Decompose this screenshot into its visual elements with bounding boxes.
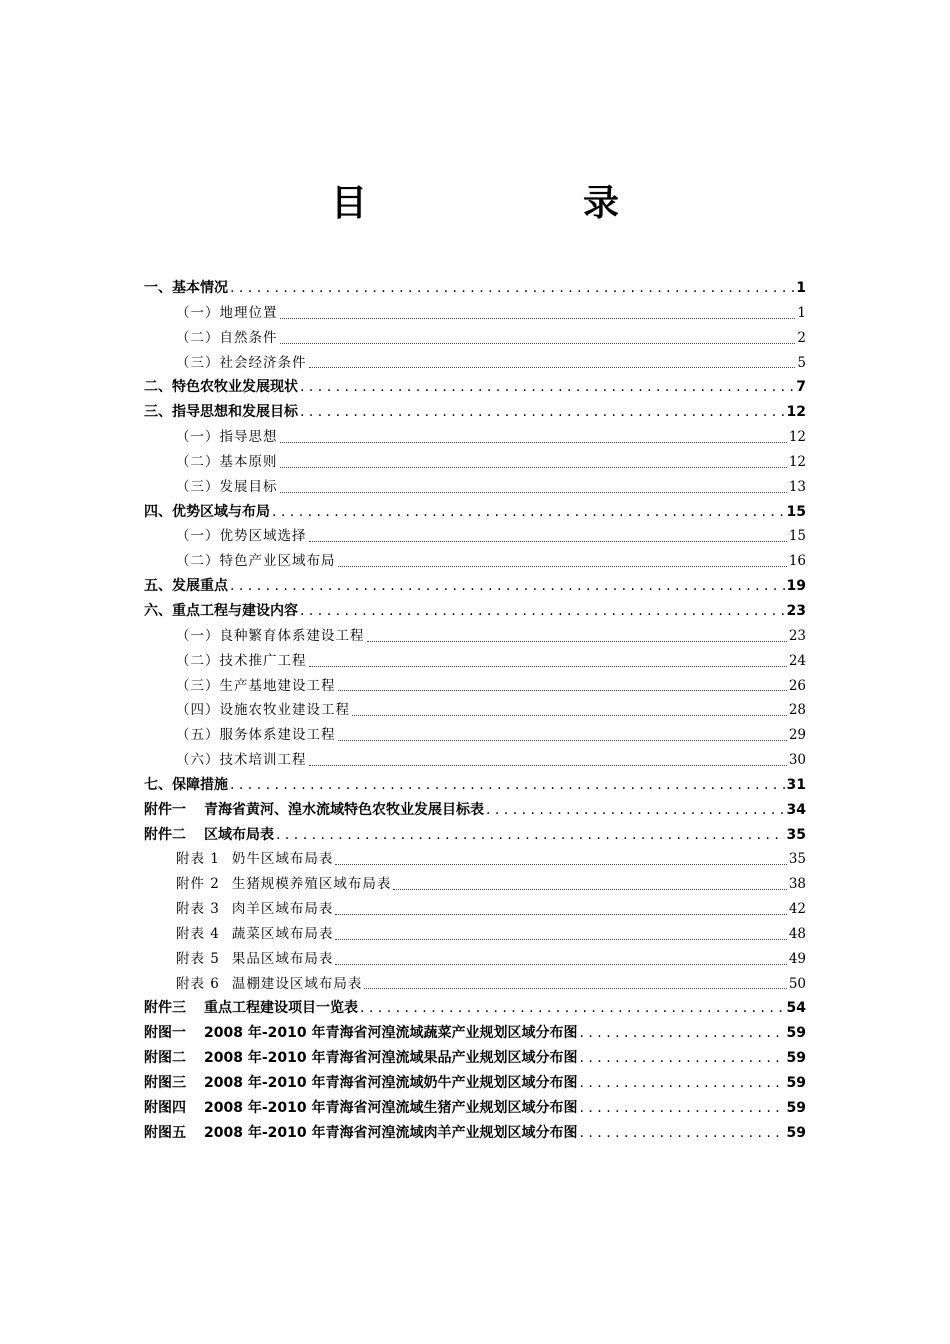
toc-page-number: 34	[786, 801, 806, 818]
toc-entry-title: 三、指导思想和发展目标	[144, 404, 298, 421]
dot-leader	[364, 987, 786, 989]
toc-page-number: 26	[788, 677, 806, 694]
dot-leader	[352, 714, 787, 716]
toc-page-number: 49	[788, 950, 806, 967]
toc-entry-number: 附表 1	[176, 851, 220, 868]
dot-leader	[280, 466, 787, 468]
toc-entry-title: 重点工程建设项目一览表	[204, 1000, 358, 1017]
toc-entry-title: 肉羊区域布局表	[231, 901, 334, 918]
toc-entry-number: 附表 6	[176, 975, 220, 992]
toc-subentry[interactable]	[144, 301, 806, 326]
toc-entry-title: 二、特色农牧业发展现状	[144, 379, 298, 396]
toc-subentry[interactable]	[144, 922, 806, 947]
toc-entry[interactable]	[144, 1046, 806, 1071]
toc-subentry[interactable]	[144, 326, 806, 351]
dot-leader	[580, 1021, 785, 1046]
dot-leader	[230, 276, 794, 301]
toc-page-number: 29	[788, 727, 806, 744]
table-of-contents	[144, 276, 806, 1146]
page-title: 目 录	[330, 183, 667, 224]
dot-leader	[580, 1096, 785, 1121]
dot-leader	[300, 400, 785, 425]
dot-leader	[393, 888, 786, 890]
dot-leader	[309, 540, 787, 542]
toc-page-number: 59	[786, 1124, 806, 1141]
toc-page-number: 50	[788, 975, 806, 992]
toc-entry-number: 附图五	[144, 1124, 186, 1141]
dot-leader	[280, 317, 796, 319]
toc-entry[interactable]	[144, 1096, 806, 1121]
toc-subentry[interactable]	[144, 748, 806, 773]
toc-entry[interactable]	[144, 276, 806, 301]
toc-page-number: 24	[788, 652, 806, 669]
toc-entry-title: （三）发展目标	[176, 478, 278, 495]
toc-entry-title: （二）基本原则	[176, 453, 278, 470]
dot-leader	[335, 863, 786, 865]
toc-page-number: 42	[788, 901, 806, 918]
dot-leader	[309, 764, 787, 766]
dot-leader	[338, 565, 787, 567]
dot-leader	[230, 574, 785, 599]
toc-subentry[interactable]	[144, 450, 806, 475]
toc-page-number: 15	[788, 528, 806, 545]
toc-page-number: 5	[797, 354, 806, 371]
toc-entry-title: （二）自然条件	[176, 329, 278, 346]
dot-leader	[335, 938, 786, 940]
toc-entry-title: （一）优势区域选择	[176, 528, 307, 545]
toc-subentry[interactable]	[144, 524, 806, 549]
toc-entry-title: 五、发展重点	[144, 578, 228, 595]
toc-page-number: 23	[786, 602, 806, 619]
toc-entry-title: （一）良种繁育体系建设工程	[176, 627, 365, 644]
toc-page-number: 59	[786, 1025, 806, 1042]
toc-page-number: 13	[788, 478, 806, 495]
toc-entry-title: （三）社会经济条件	[176, 354, 307, 371]
toc-page-number: 2	[797, 329, 806, 346]
toc-entry-title: （一）指导思想	[176, 429, 278, 446]
toc-page-number: 23	[788, 627, 806, 644]
toc-subentry[interactable]	[144, 649, 806, 674]
dot-leader	[580, 1046, 785, 1071]
toc-page-number: 59	[786, 1050, 806, 1067]
toc-entry-number: 附图二	[144, 1050, 186, 1067]
toc-entry-title: （一）地理位置	[176, 304, 278, 321]
toc-entry[interactable]	[144, 599, 806, 624]
toc-subentry[interactable]	[144, 549, 806, 574]
toc-subentry[interactable]	[144, 723, 806, 748]
dot-leader	[580, 1121, 785, 1146]
toc-entry[interactable]	[144, 798, 806, 823]
toc-entry-title: （四）设施农牧业建设工程	[176, 702, 350, 719]
toc-entry-title: 六、重点工程与建设内容	[144, 602, 298, 619]
toc-page-number: 28	[788, 702, 806, 719]
toc-page-number: 54	[786, 1000, 806, 1017]
toc-entry-number: 附件三	[144, 1000, 186, 1017]
toc-entry-title: 区域布局表	[204, 826, 274, 843]
toc-entry-title: 2008 年-2010 年青海省河湟流域奶牛产业规划区域分布图	[204, 1075, 578, 1091]
toc-entry-title: 四、优势区域与布局	[144, 503, 270, 520]
toc-page-number: 7	[796, 379, 806, 396]
toc-entry-title: 果品区域布局表	[231, 950, 334, 967]
toc-entry-title: 温棚建设区域布局表	[231, 975, 363, 992]
dot-leader	[338, 739, 787, 741]
toc-entry[interactable]	[144, 375, 806, 400]
dot-leader	[486, 798, 785, 823]
toc-page-number: 59	[786, 1075, 806, 1091]
dot-leader	[230, 773, 785, 798]
toc-subentry[interactable]	[144, 698, 806, 723]
dot-leader	[360, 996, 785, 1021]
toc-entry-number: 附图四	[144, 1099, 186, 1116]
dot-leader	[309, 366, 796, 368]
toc-entry-title: 2008 年-2010 年青海省河湟流域生猪产业规划区域分布图	[204, 1099, 578, 1116]
toc-entry-title: （二）技术推广工程	[176, 652, 307, 669]
toc-entry-title: （六）技术培训工程	[176, 752, 307, 769]
toc-entry-title: （三）生产基地建设工程	[176, 677, 336, 694]
toc-subentry[interactable]	[144, 847, 806, 872]
toc-entry-number: 附件一	[144, 801, 186, 818]
toc-entry-number: 附图三	[144, 1075, 186, 1091]
toc-entry-title: （二）特色产业区域布局	[176, 553, 336, 570]
toc-subentry[interactable]	[144, 872, 806, 897]
toc-entry[interactable]	[144, 574, 806, 599]
toc-page-number: 1	[797, 304, 806, 321]
toc-entry[interactable]	[144, 773, 806, 798]
dot-leader	[276, 823, 785, 848]
dot-leader	[309, 665, 787, 667]
toc-page-number: 16	[788, 553, 806, 570]
toc-page-number: 59	[786, 1099, 806, 1116]
toc-entry-title: （五）服务体系建设工程	[176, 727, 336, 744]
dot-leader	[280, 342, 796, 344]
dot-leader	[338, 689, 787, 691]
toc-subentry[interactable]	[144, 351, 806, 376]
dot-leader	[280, 491, 787, 493]
toc-page-number: 30	[788, 752, 806, 769]
toc-page-number: 48	[788, 925, 806, 942]
toc-entry-title: 2008 年-2010 年青海省河湟流域蔬菜产业规划区域分布图	[204, 1025, 578, 1042]
toc-entry[interactable]	[144, 996, 806, 1021]
toc-entry-number: 附表 3	[176, 901, 220, 918]
dot-leader	[335, 913, 786, 915]
toc-page-number: 31	[786, 776, 806, 793]
dot-leader	[367, 640, 787, 642]
toc-entry-number: 附图一	[144, 1025, 186, 1042]
toc-page-number: 1	[796, 280, 806, 296]
toc-page-number: 12	[788, 429, 806, 446]
toc-entry-title: 2008 年-2010 年青海省河湟流域肉羊产业规划区域分布图	[204, 1124, 578, 1141]
toc-subentry[interactable]	[144, 674, 806, 699]
toc-page-number: 12	[786, 404, 806, 421]
toc-page-number: 19	[786, 578, 806, 595]
toc-page-number: 38	[788, 876, 806, 893]
toc-entry[interactable]	[144, 500, 806, 525]
toc-entry-title: 奶牛区域布局表	[231, 851, 334, 868]
toc-subentry[interactable]	[144, 475, 806, 500]
dot-leader	[335, 963, 786, 965]
dot-leader	[580, 1071, 785, 1096]
dot-leader	[280, 441, 787, 443]
toc-entry[interactable]	[144, 1121, 806, 1146]
toc-page-number: 15	[786, 503, 806, 520]
toc-page-number: 12	[788, 453, 806, 470]
toc-page-number: 35	[788, 851, 806, 868]
toc-entry[interactable]	[144, 823, 806, 848]
toc-entry[interactable]	[144, 1071, 806, 1096]
toc-entry-title: 一、基本情况	[144, 280, 228, 296]
dot-leader	[272, 500, 785, 525]
toc-entry[interactable]	[144, 1021, 806, 1046]
toc-entry-number: 附件 2	[176, 876, 220, 893]
dot-leader	[300, 375, 794, 400]
toc-entry-title: 七、保障措施	[144, 776, 228, 793]
toc-subentry[interactable]	[144, 425, 806, 450]
toc-subentry[interactable]	[144, 897, 806, 922]
toc-entry-number: 附件二	[144, 826, 186, 843]
toc-entry-title: 蔬菜区域布局表	[231, 925, 334, 942]
toc-subentry[interactable]	[144, 972, 806, 997]
toc-entry-number: 附表 5	[176, 950, 220, 967]
toc-subentry[interactable]	[144, 624, 806, 649]
dot-leader	[300, 599, 785, 624]
toc-page-number: 35	[786, 826, 806, 843]
toc-entry[interactable]	[144, 400, 806, 425]
toc-subentry[interactable]	[144, 947, 806, 972]
toc-entry-title: 生猪规模养殖区域布局表	[231, 876, 392, 893]
toc-entry-title: 青海省黄河、湟水流域特色农牧业发展目标表	[204, 801, 484, 818]
toc-entry-title: 2008 年-2010 年青海省河湟流域果品产业规划区域分布图	[204, 1050, 578, 1067]
toc-entry-number: 附表 4	[176, 925, 220, 942]
